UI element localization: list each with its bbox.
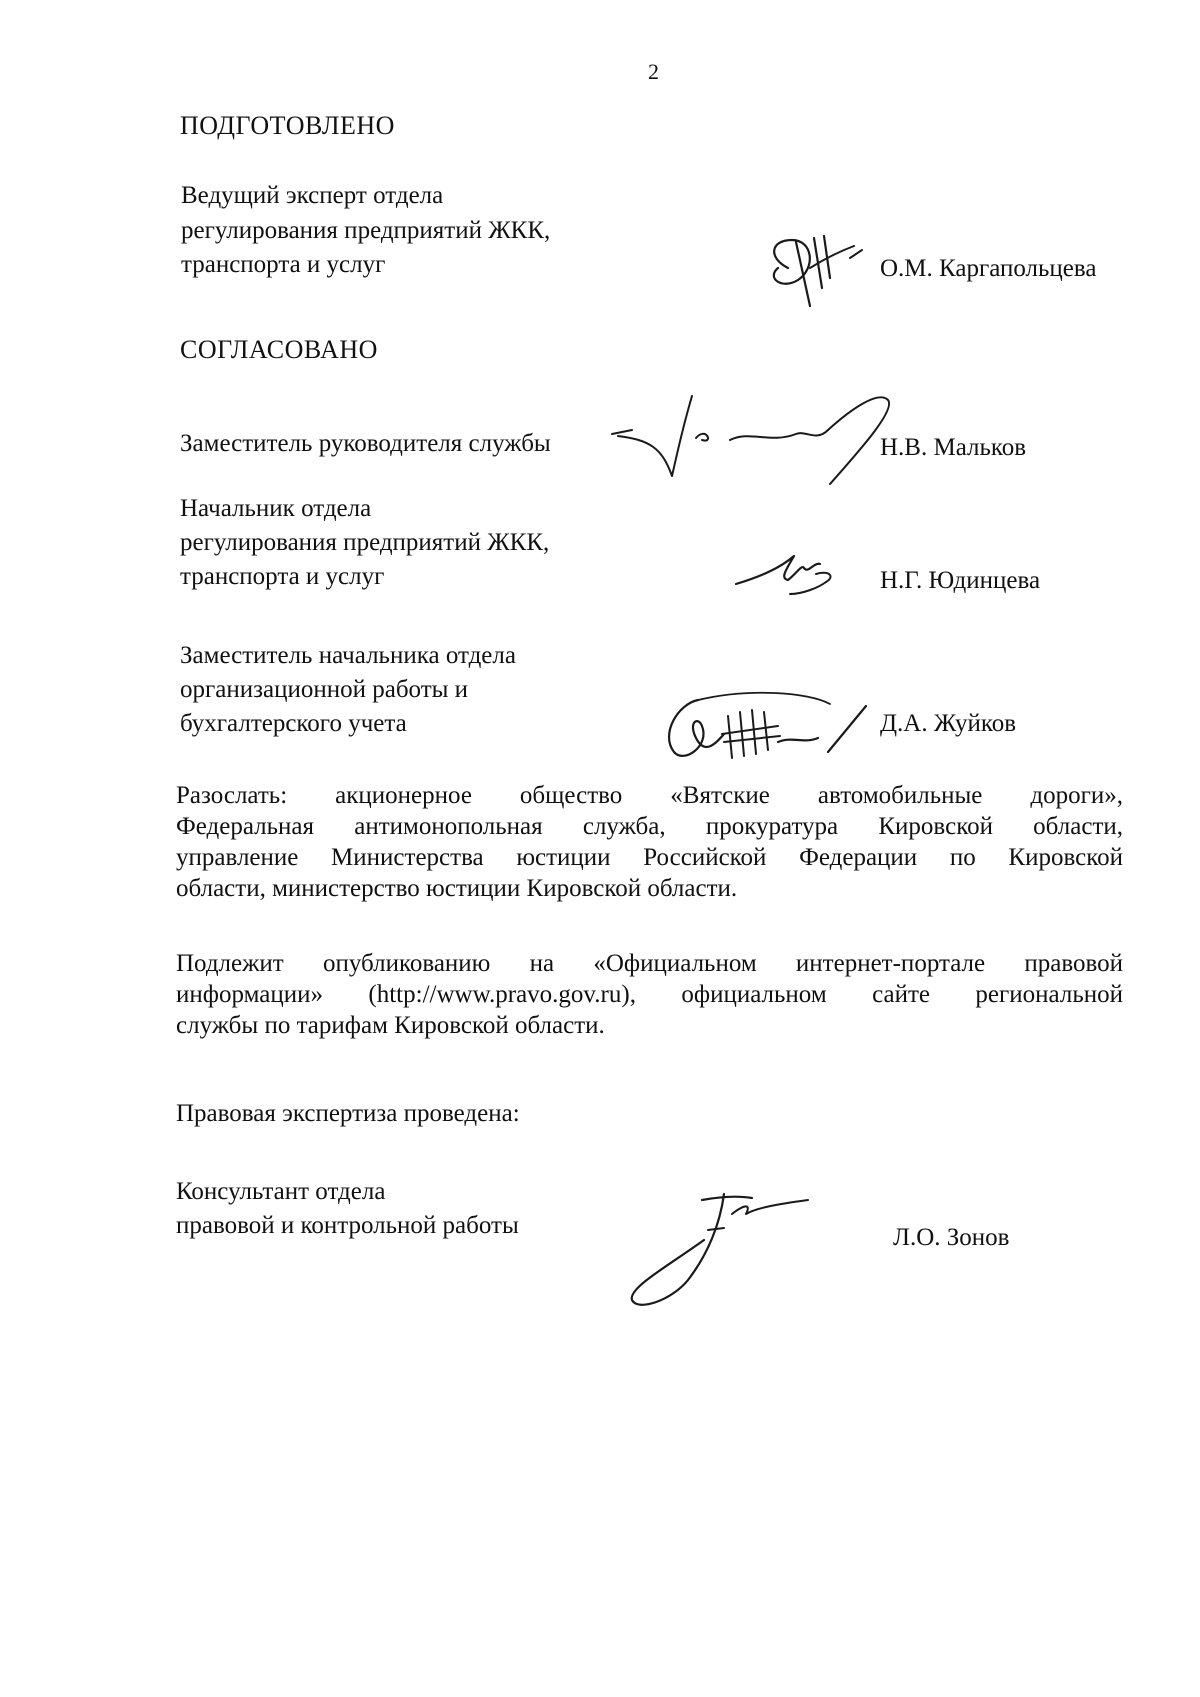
signature-kargapoltseva bbox=[758, 228, 868, 318]
approver-2-position-line-1: Начальник отдела bbox=[180, 495, 372, 522]
publication-paragraph bbox=[176, 948, 1123, 1041]
prepared-heading: ПОДГОТОВЛЕНО bbox=[180, 111, 395, 140]
page-number: 2 bbox=[648, 59, 659, 84]
legal-review-heading: Правовая экспертиза проведена: bbox=[176, 1100, 520, 1127]
distribution-paragraph bbox=[176, 780, 1123, 904]
approver-2-position-line-3: транспорта и услуг bbox=[180, 563, 385, 590]
signature-zhuikov bbox=[658, 686, 878, 776]
legal-review-position-line-1: Консультант отдела bbox=[176, 1178, 386, 1205]
approver-1-name: Н.В. Мальков bbox=[880, 434, 1027, 461]
prepared-position-line-1: Ведущий эксперт отдела bbox=[181, 182, 444, 209]
distribution-line-1: Разослать: акционерное общество «Вятские автомобильные дороги», bbox=[176, 782, 1123, 809]
approver-3-name: Д.А. Жуйков bbox=[880, 710, 1017, 737]
approver-3-position-line-1: Заместитель начальника отдела bbox=[180, 642, 516, 669]
signature-zonov bbox=[628, 1184, 818, 1314]
approver-3-position-line-3: бухгалтерского учета bbox=[180, 710, 407, 737]
distribution-line-4: области, министерство юстиции Кировской области. bbox=[176, 875, 738, 902]
distribution-line-2: Федеральная антимонопольная служба, прокуратура Кировской области, bbox=[176, 813, 1123, 840]
approved-heading: СОГЛАСОВАНО bbox=[180, 335, 378, 364]
signature-malkov bbox=[610, 390, 900, 490]
publication-line-1: Подлежит опубликованию на «Официальном интернет-портале правовой bbox=[176, 950, 1123, 977]
prepared-position-line-2: регулирования предприятий ЖКК, bbox=[181, 217, 551, 244]
distribution-line-3: управление Министерства юстиции Российской Федерации по Кировской bbox=[176, 844, 1123, 871]
approver-3-position-line-2: организационной работы и bbox=[180, 676, 469, 703]
approver-2-position-line-2: регулирования предприятий ЖКК, bbox=[180, 529, 550, 556]
approver-1-position: Заместитель руководителя службы bbox=[180, 430, 551, 457]
legal-review-position-line-2: правовой и контрольной работы bbox=[176, 1212, 519, 1239]
prepared-name: О.М. Каргапольцева bbox=[880, 255, 1097, 282]
signature-yudintseva bbox=[732, 540, 842, 600]
legal-review-name: Л.О. Зонов bbox=[893, 1224, 1010, 1251]
approver-2-name: Н.Г. Юдинцева bbox=[880, 567, 1041, 594]
prepared-position-line-3: транспорта и услуг bbox=[181, 251, 386, 278]
publication-line-2: информации» (http://www.pravo.gov.ru), официальном сайте региональной bbox=[176, 981, 1123, 1008]
publication-line-3: службы по тарифам Кировской области. bbox=[176, 1012, 605, 1039]
